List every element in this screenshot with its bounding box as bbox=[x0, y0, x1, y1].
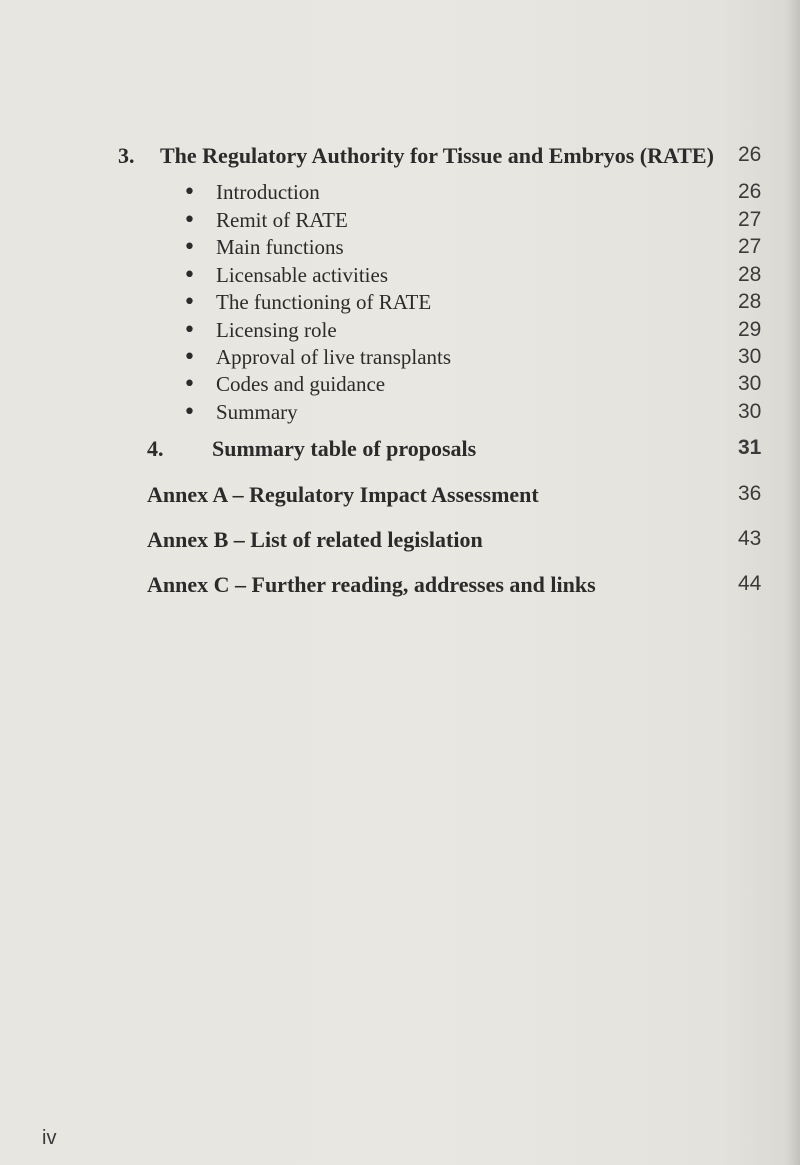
toc-annex-c bbox=[0, 572, 800, 602]
bullet-icon: • bbox=[183, 263, 196, 288]
toc-item-page-number: 29 bbox=[738, 318, 762, 341]
bullet-icon: • bbox=[183, 318, 196, 343]
toc-item-label: Main functions bbox=[216, 235, 344, 259]
toc-item-label: Introduction bbox=[216, 180, 320, 204]
toc-annex-b bbox=[0, 527, 800, 557]
annex-page-number: 44 bbox=[738, 572, 762, 595]
toc-item bbox=[0, 345, 800, 375]
footer-page-numeral: iv bbox=[42, 1127, 57, 1149]
annex-page-number: 43 bbox=[738, 527, 762, 550]
toc-section-4 bbox=[0, 436, 800, 466]
toc-item-label: The functioning of RATE bbox=[216, 290, 432, 314]
section-number: 3. bbox=[118, 143, 135, 168]
toc-item-label: Licensable activities bbox=[216, 263, 389, 287]
toc-item-page-number: 30 bbox=[738, 400, 762, 423]
toc-item-page-number: 30 bbox=[738, 372, 762, 395]
bullet-icon: • bbox=[183, 290, 196, 315]
toc-item bbox=[0, 372, 800, 402]
toc-item bbox=[0, 318, 800, 348]
section-title: The Regulatory Authority for Tissue and Embryos (RATE) bbox=[160, 143, 714, 168]
toc-item-label: Approval of live transplants bbox=[216, 345, 452, 369]
toc-item-label: Codes and guidance bbox=[216, 372, 386, 396]
annex-title: Annex A – Regulatory Impact Assessment bbox=[147, 482, 539, 507]
toc-item-label: Remit of RATE bbox=[216, 208, 348, 232]
bullet-icon: • bbox=[183, 180, 196, 205]
bullet-icon: • bbox=[183, 372, 196, 397]
toc-item bbox=[0, 290, 800, 320]
toc-item bbox=[0, 263, 800, 293]
bullet-icon: • bbox=[183, 235, 196, 260]
toc-item-page-number: 27 bbox=[738, 235, 762, 258]
bullet-icon: • bbox=[183, 345, 196, 370]
toc-item bbox=[0, 235, 800, 265]
toc-item-page-number: 30 bbox=[738, 345, 762, 368]
section-title: Summary table of proposals bbox=[212, 436, 477, 461]
bullet-icon: • bbox=[183, 208, 196, 233]
toc-item-page-number: 28 bbox=[738, 263, 762, 286]
bullet-icon: • bbox=[183, 400, 196, 425]
toc-item-page-number: 26 bbox=[738, 180, 762, 203]
toc-item bbox=[0, 180, 800, 210]
annex-title: Annex C – Further reading, addresses and links bbox=[147, 572, 596, 597]
annex-page-number: 36 bbox=[738, 482, 762, 505]
section-page-number: 31 bbox=[738, 436, 762, 459]
section-page-number: 26 bbox=[738, 143, 762, 166]
toc-section-3 bbox=[0, 143, 800, 173]
toc-item-label: Summary bbox=[216, 400, 298, 424]
toc-item bbox=[0, 208, 800, 238]
toc-item bbox=[0, 400, 800, 430]
toc-item-label: Licensing role bbox=[216, 318, 337, 342]
toc-item-page-number: 28 bbox=[738, 290, 762, 313]
toc-annex-a bbox=[0, 482, 800, 512]
annex-title: Annex B – List of related legislation bbox=[147, 527, 483, 552]
toc-item-page-number: 27 bbox=[738, 208, 762, 231]
section-number: 4. bbox=[147, 436, 164, 461]
